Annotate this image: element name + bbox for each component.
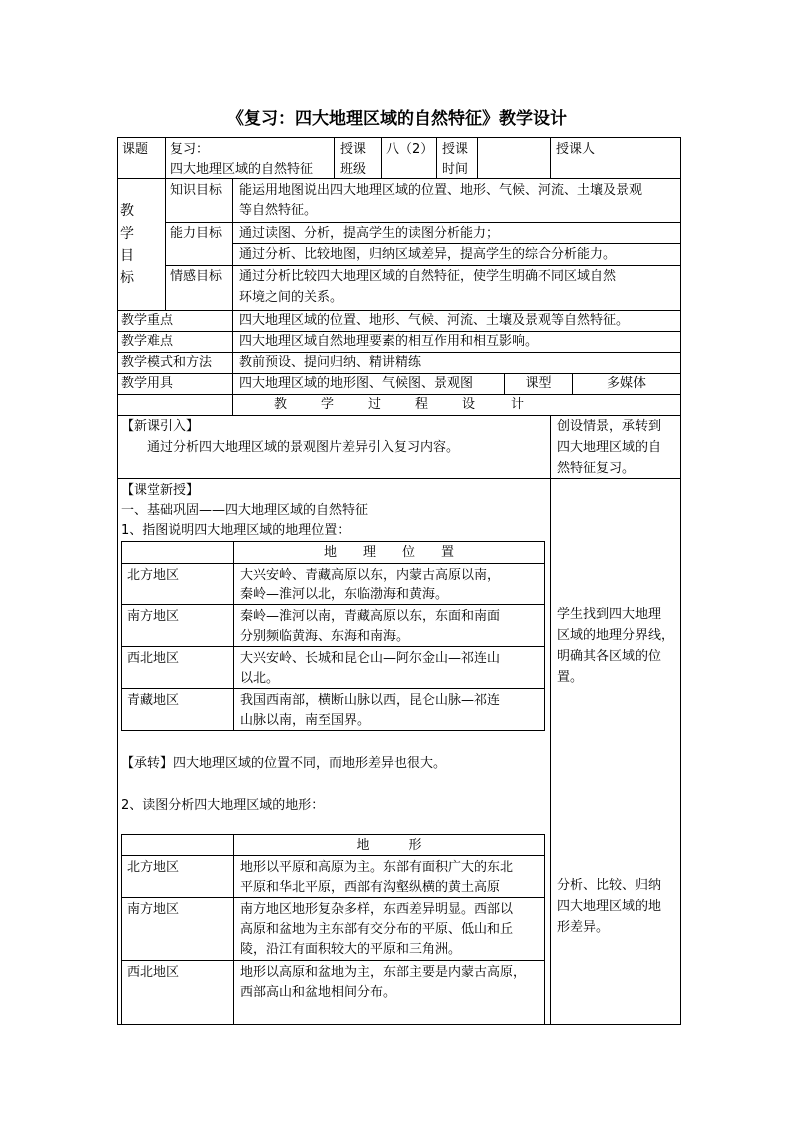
location-table-header: 地 理 位 置 [323,545,454,560]
transition-text: 【承转】四大地理区域的位置不同，而地形差异也很大。 [121,756,447,771]
note2-line1: 分析、比较、归纳 [557,878,662,893]
difficulty-label: 教学难点 [121,334,174,349]
intro-text: 通过分析四大地理区域的景观图片差异引入复习内容。 [147,440,460,455]
class-value: 八（2） [386,142,434,157]
location-northwest-line1: 大兴安岭、长城和昆仑山—阿尔金山—祁连山 [240,651,501,666]
ability-text-line2: 通过分析、比较地图，归纳区域差异，提高学生的综合分析能力。 [239,247,617,262]
time-label-line1: 授课 [442,142,469,157]
tools-label: 教学用具 [121,376,174,391]
knowledge-label: 知识目标 [170,183,223,198]
terrain-northwest-line2: 西部高山和盆地相间分布。 [240,985,397,1000]
note1-line1: 学生找到四大地理 [557,607,662,622]
location-region-north: 北方地区 [127,568,180,583]
teacher-label: 授课人 [556,142,596,157]
ability-text-line1: 通过读图、分析，提高学生的读图分析能力； [239,226,500,241]
note1-line2: 区域的地理分界线， [557,628,675,643]
terrain-south-line1: 南方地区地形复杂多样，东西差异明显。西部以 [240,902,514,917]
key-point-value: 四大地理区域的位置、地形、气候、河流、土壤及景观等自然特征。 [239,313,630,328]
knowledge-text-line2: 等自然特征。 [239,203,318,218]
emotion-text-line1: 通过分析比较四大地理区域的自然特征，使学生明确不同区域自然 [239,269,617,284]
location-tibet-line1: 我国西南部，横断山脉以西，昆仑山脉—祁连 [240,693,501,708]
terrain-north-line1: 地形以平原和高原为主。东部有面积广大的东北 [240,860,514,875]
location-region-tibet: 青藏地区 [127,693,180,708]
topic-value-line2: 四大地理区域的自然特征 [170,162,314,177]
intro-note-line2: 四大地理区域的自 [557,440,662,455]
question-1: 1、指图说明四大地理区域的地理位置： [121,523,351,538]
topic-label: 课题 [122,142,149,157]
objectives-label-4: 标 [120,270,134,286]
emotion-label: 情感目标 [170,269,223,284]
ability-label: 能力目标 [170,226,223,241]
terrain-northwest-line1: 地形以高原和盆地为主，东部主要是内蒙古高原， [240,965,527,980]
lesson-heading: 【课堂新授】 [121,483,200,498]
lesson-type-label: 课型 [525,376,552,391]
terrain-north-line2: 平原和华北平原，西部有沟壑纵横的黄土高原 [240,880,501,895]
method-label: 教学模式和方法 [121,355,213,370]
note2-line2: 四大地理区域的地 [557,899,662,914]
knowledge-text-line1: 能运用地图说出四大地理区域的位置、地形、气候、河流、土壤及景观 [239,183,643,198]
intro-note-line1: 创设情景，承转到 [557,419,662,434]
lesson-type-value: 多媒体 [606,376,646,391]
document-title: 《复习：四大地理区域的自然特征》教学设计 [227,109,567,129]
location-northwest-line2: 以北。 [240,671,280,686]
emotion-text-line2: 环境之间的关系。 [239,290,344,305]
terrain-region-north: 北方地区 [127,860,180,875]
topic-value-line1: 复习： [170,142,210,157]
location-north-line2: 秦岭—淮河以北，东临渤海和黄海。 [240,587,449,602]
note1-line4: 置。 [557,670,584,685]
note1-line3: 明确其各区域的位 [557,649,662,664]
question-2: 2、读图分析四大地理区域的地形： [121,798,325,813]
location-tibet-line2: 山脉以南，南至国界。 [240,713,371,728]
terrain-region-northwest: 西北地区 [127,965,180,980]
note2-line3: 形差异。 [557,920,610,935]
class-label-line1: 授课 [340,142,367,157]
location-region-northwest: 西北地区 [127,651,180,666]
location-region-south: 南方地区 [127,609,180,624]
objectives-label-3: 目 [120,248,134,264]
terrain-table-header: 地 形 [356,838,422,853]
key-point-label: 教学重点 [121,313,174,328]
terrain-south-line3: 陵，沿江有面积较大的平原和三角洲。 [240,942,462,957]
intro-heading: 【新课引入】 [121,419,200,434]
lesson-subheading: 一、基础巩固——四大地理区域的自然特征 [121,503,369,518]
terrain-south-line2: 高原和盆地为主东部有交分布的平原、低山和丘 [240,922,514,937]
location-south-line1: 秦岭—淮河以南，青藏高原以东，东面和南面 [240,609,501,624]
intro-note-line3: 然特征复习。 [557,461,636,476]
location-north-line1: 大兴安岭、青藏高原以东，内蒙古高原以南， [240,568,501,583]
objectives-label-2: 学 [120,226,134,242]
objectives-label-1: 教 [120,203,134,219]
difficulty-value: 四大地理区域自然地理要素的相互作用和相互影响。 [239,334,539,349]
terrain-region-south: 南方地区 [127,902,180,917]
class-label-line2: 班级 [340,162,367,177]
location-south-line2: 分别频临黄海、东海和南海。 [240,629,410,644]
tools-value: 四大地理区域的地形图、气候图、景观图 [239,376,474,391]
method-value: 教前预设、提问归纳、精讲精练 [239,355,422,370]
time-label-line2: 时间 [442,162,469,177]
